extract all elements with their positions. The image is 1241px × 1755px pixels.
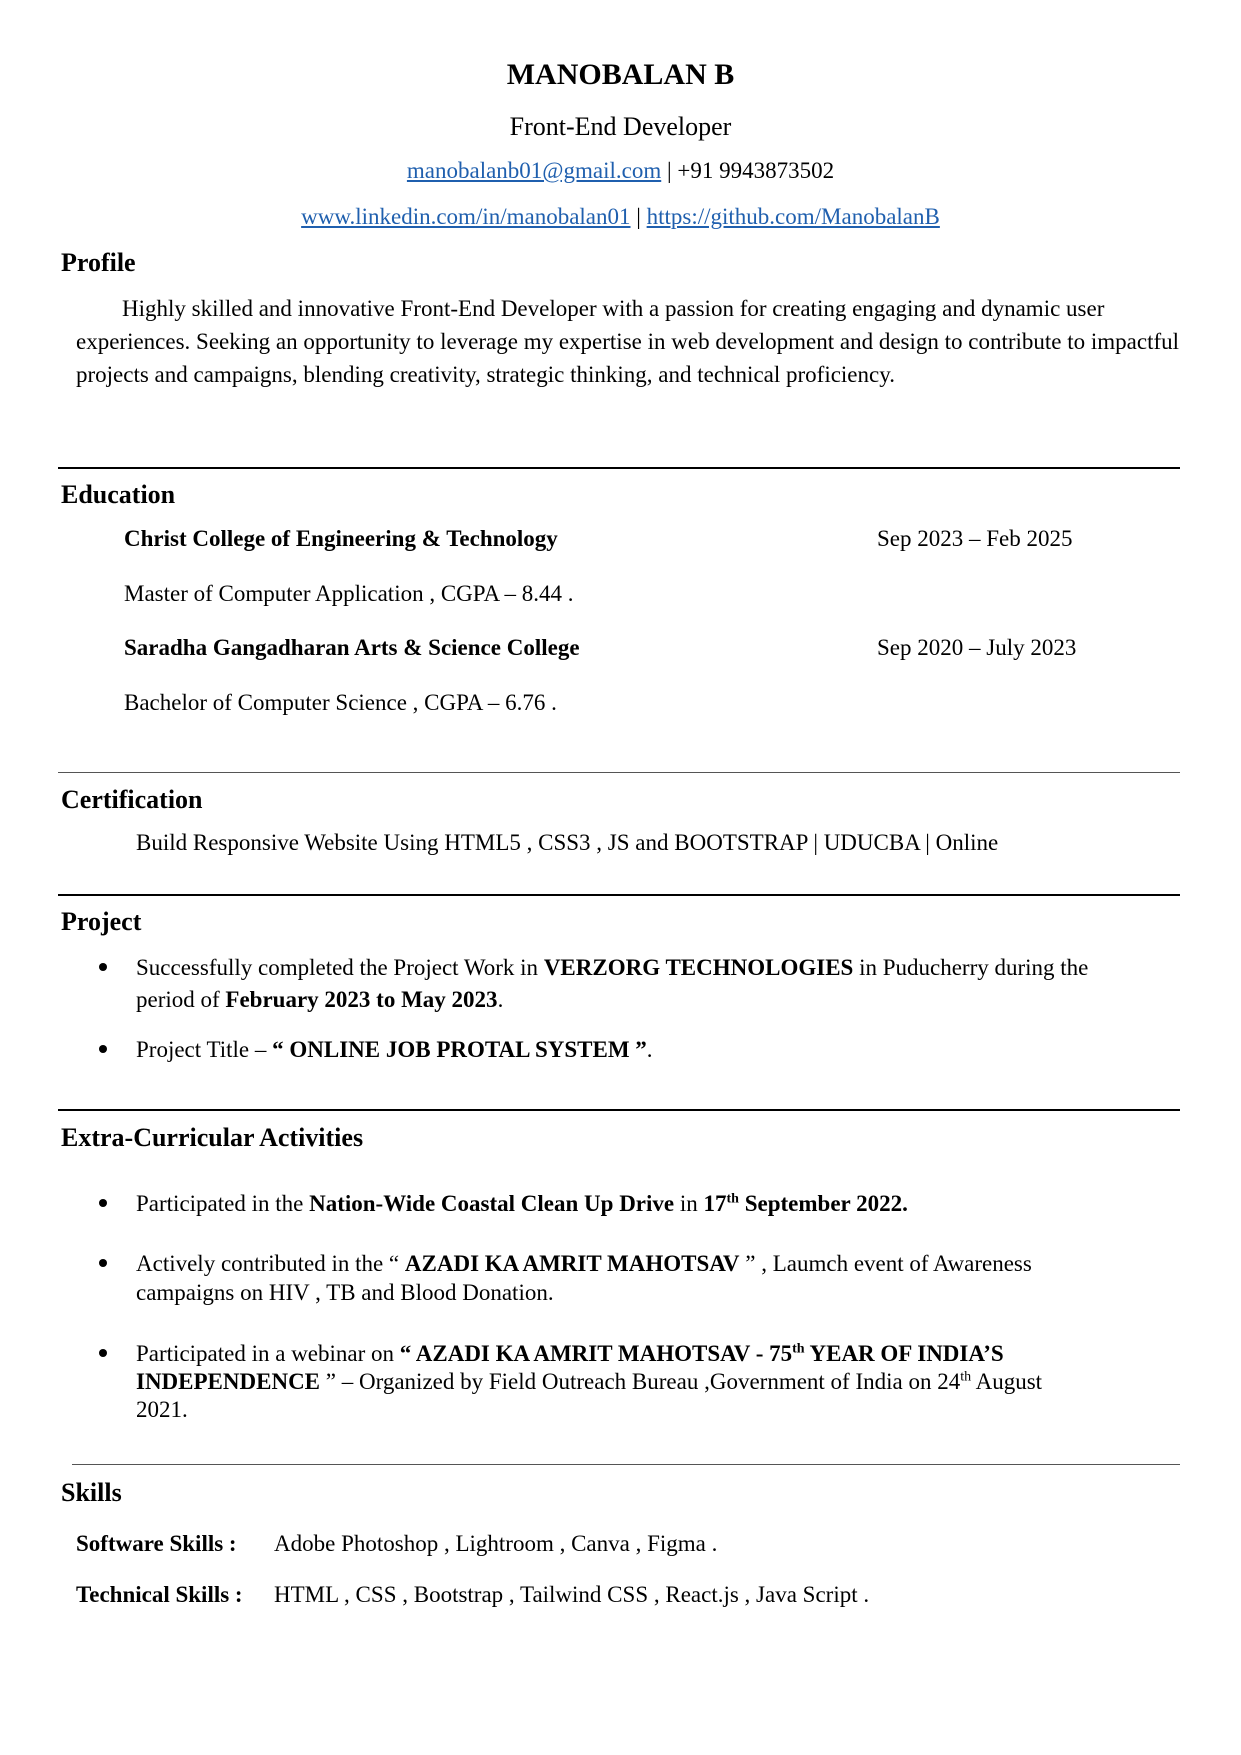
bullet-icon <box>99 1199 107 1207</box>
activity-line: 2021. <box>136 1397 188 1422</box>
certification-heading: Certification <box>61 785 203 814</box>
skills-heading: Skills <box>61 1478 122 1507</box>
project-heading: Project <box>61 907 142 936</box>
technical-skills-value: HTML , CSS , Bootstrap , Tailwind CSS , React.js , Java Script . <box>274 1582 870 1607</box>
project-bullet-line: period of February 2023 to May 2023. <box>136 987 504 1012</box>
separator: | <box>630 204 647 229</box>
activity-line: Actively contributed in the “ AZADI KA AMRIT MAHOTSAV ” , Laumch event of Awareness <box>136 1251 1032 1276</box>
contact-line <box>0 158 1241 184</box>
extra-heading: Extra-Curricular Activities <box>61 1123 364 1152</box>
bullet-icon <box>99 1349 107 1357</box>
separator: | <box>661 158 678 183</box>
email-link[interactable]: manobalanb01@gmail.com <box>406 158 662 183</box>
divider <box>58 772 1180 773</box>
project-bullet-line: Successfully completed the Project Work in VERZORG TECHNOLOGIES in Puducherry during the <box>136 955 1089 980</box>
phone-number: +91 9943873502 <box>677 158 835 183</box>
activity-line: Participated in a webinar on “ AZADI KA AMRIT MAHOTSAV - 75th YEAR OF INDIA’S <box>136 1341 1004 1366</box>
certification-text: Build Responsive Website Using HTML5 , CSS3 , JS and BOOTSTRAP | UDUCBA | Online <box>136 830 999 855</box>
profile-heading: Profile <box>61 248 136 277</box>
education-school: Christ College of Engineering & Technology <box>124 526 558 551</box>
candidate-name: MANOBALAN B <box>506 58 735 91</box>
bullet-icon <box>99 1045 107 1053</box>
education-heading: Education <box>61 480 176 509</box>
activity-line: INDEPENDENCE ” – Organized by Field Outreach Bureau ,Government of India on 24th August <box>136 1369 1043 1394</box>
divider <box>58 467 1180 469</box>
bullet-icon <box>99 963 107 971</box>
bullet-icon <box>99 1259 107 1267</box>
education-degree: Bachelor of Computer Science , CGPA – 6.76 . <box>124 690 557 715</box>
software-skills-label: Software Skills : <box>76 1531 237 1556</box>
divider <box>72 1464 1180 1465</box>
job-title: Front-End Developer <box>509 112 732 141</box>
education-degree: Master of Computer Application , CGPA – 8.44 . <box>124 581 574 606</box>
education-school: Saradha Gangadharan Arts & Science College <box>124 635 580 660</box>
divider <box>58 1109 1180 1111</box>
education-dates: Sep 2023 – Feb 2025 <box>877 526 1073 551</box>
profile-text: Highly skilled and innovative Front-End Developer with a passion for creating engaging and dynamic user experiences. Seeking an opportunity to leverage my expertise in web development and design to contribute to impactful projects and campaigns, blending creativity, strategic thinking, and technical proficiency. <box>76 296 1180 387</box>
project-title-line: Project Title – “ ONLINE JOB PROTAL SYSTEM ”. <box>136 1037 653 1062</box>
activity-line: Participated in the Nation-Wide Coastal Clean Up Drive in 17th September 2022. <box>136 1191 908 1216</box>
technical-skills-label: Technical Skills : <box>76 1582 243 1607</box>
activity-line: campaigns on HIV , TB and Blood Donation. <box>136 1280 554 1305</box>
github-link[interactable]: https://github.com/ManobalanB <box>646 204 940 229</box>
links-line <box>0 204 1241 230</box>
linkedin-link[interactable]: www.linkedin.com/in/manobalan01 <box>301 204 631 229</box>
education-dates: Sep 2020 – July 2023 <box>877 635 1077 660</box>
divider <box>58 894 1180 896</box>
software-skills-value: Adobe Photoshop , Lightroom , Canva , Figma . <box>274 1531 718 1556</box>
